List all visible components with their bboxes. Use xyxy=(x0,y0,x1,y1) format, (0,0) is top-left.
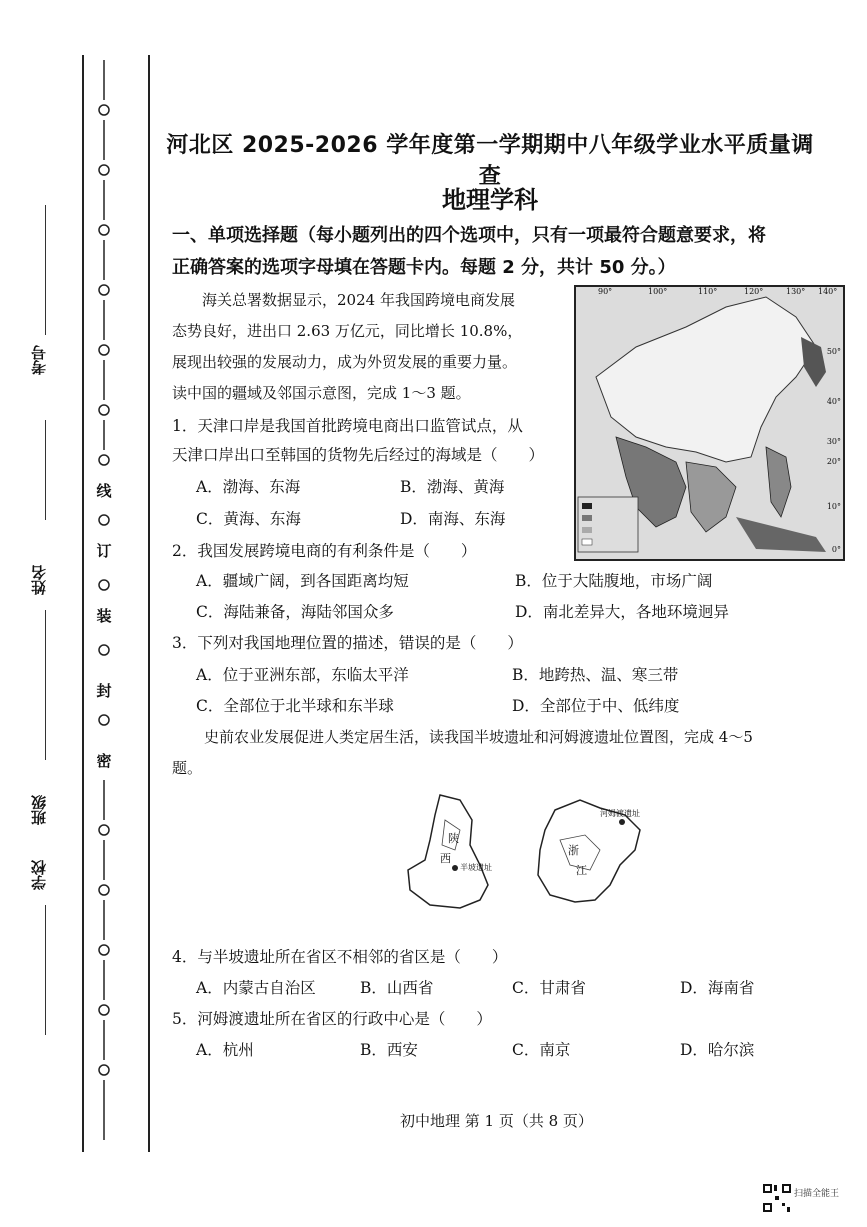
question-5-option-c[interactable]: C．南京 xyxy=(512,1041,571,1059)
china-territory-map xyxy=(574,285,845,561)
map1-lon-label: 120° xyxy=(744,287,764,296)
section-heading-line2: 正确答案的选项字母填在答题卡内。每题 2 分，共计 50 分。） xyxy=(172,257,676,278)
question-1-stem-line2: 天津口岸出口至韩国的货物先后经过的海域是（ ） xyxy=(172,446,545,464)
intro1-paragraph xyxy=(172,285,567,409)
map2-label-xi: 西 xyxy=(440,852,451,865)
question-2-option-c[interactable]: C．海陆兼备，海陆邻国众多 xyxy=(196,603,394,621)
question-5-option-d[interactable]: D．哈尔滨 xyxy=(680,1041,755,1059)
question-2-option-d[interactable]: D．南北差异大，各地环境迥异 xyxy=(515,603,729,621)
seal-char-xian: 线 xyxy=(96,482,112,500)
question-3-option-a[interactable]: A．位于亚洲东部，东临太平洋 xyxy=(196,666,409,684)
map1-lat-label: 30° xyxy=(826,437,841,446)
question-5-option-b[interactable]: B．西安 xyxy=(360,1041,418,1059)
school-label: 学校 xyxy=(30,860,48,890)
question-3-option-c[interactable]: C．全部位于北半球和东半球 xyxy=(196,697,394,715)
binding-line-left xyxy=(82,55,84,1152)
question-2-option-a[interactable]: A．疆域广阔，到各国距离均短 xyxy=(196,572,409,590)
question-5-stem: 5．河姆渡遗址所在省区的行政中心是（ ） xyxy=(172,1010,492,1028)
section-heading xyxy=(172,220,832,284)
intro1-line: 展现出较强的发展动力，成为外贸发展的重要力量。 xyxy=(172,353,518,371)
intro1-line: 海关总署数据显示，2024 年我国跨境电商发展 xyxy=(202,291,515,309)
map2-label-jiang: 江 xyxy=(576,864,587,877)
question-2-option-b[interactable]: B．位于大陆腹地，市场广阔 xyxy=(515,572,713,590)
map1-lon-label: 130° xyxy=(786,287,806,296)
map1-lon-label: 90° xyxy=(598,287,613,296)
seal-char-zhuang: 装 xyxy=(96,607,112,625)
map1-lon-label: 100° xyxy=(648,287,668,296)
question-1-option-c[interactable]: C．黄海、东海 xyxy=(196,510,301,528)
scanner-brand-watermark: 扫描全能王 xyxy=(794,1189,840,1199)
exam-number-fill-line-lower[interactable] xyxy=(45,420,46,520)
exam-title: 河北区 2025-2026 学年度第一学期期中八年级学业水平质量调查 xyxy=(166,133,814,189)
map2-label-hemudu: 河姆渡遗址 xyxy=(600,809,640,818)
map1-lat-label: 40° xyxy=(826,397,841,406)
question-4-option-a[interactable]: A．内蒙古自治区 xyxy=(196,979,316,997)
page-footer: 初中地理 第 1 页（共 8 页） xyxy=(400,1112,593,1130)
intro1-line: 读中国的疆域及邻国示意图，完成 1～3 题。 xyxy=(172,384,471,402)
seal-dashes xyxy=(93,60,115,1160)
question-3-option-d[interactable]: D．全部位于中、低纬度 xyxy=(512,697,680,715)
seal-char-mi: 密 xyxy=(96,752,112,770)
question-4-stem: 4．与半坡遗址所在省区不相邻的省区是（ ） xyxy=(172,948,508,966)
section-heading-line1: 一、单项选择题（每小题列出的四个选项中，只有一项最符合题意要求，将 xyxy=(172,225,766,246)
map1-lon-label: 140° xyxy=(818,287,838,296)
question-1-option-a[interactable]: A．渤海、东海 xyxy=(196,478,301,496)
question-4-option-d[interactable]: D．海南省 xyxy=(680,979,755,997)
intro1-line: 态势良好，进出口 2.63 万亿元，同比增长 10.8%， xyxy=(172,322,523,340)
map1-lon-label: 110° xyxy=(698,287,718,296)
subject-title: 地理学科 xyxy=(442,186,538,214)
map1-lat-label: 20° xyxy=(826,457,841,466)
question-2-stem: 2．我国发展跨境电商的有利条件是（ ） xyxy=(172,542,477,560)
question-1-option-b[interactable]: B．渤海、黄海 xyxy=(400,478,505,496)
exam-number-label: 考号 xyxy=(30,345,48,375)
qr-code-icon xyxy=(762,1183,792,1213)
name-label: 姓名 xyxy=(30,565,48,595)
question-3-option-b[interactable]: B．地跨热、温、寒三带 xyxy=(512,666,679,684)
intro2-line2: 题。 xyxy=(172,759,203,777)
map1-lat-label: 0° xyxy=(831,545,841,554)
name-fill-line[interactable] xyxy=(45,610,46,760)
question-1-stem-line1: 1．天津口岸是我国首批跨境电商出口监管试点，从 xyxy=(172,417,523,435)
school-fill-line[interactable] xyxy=(45,905,46,1035)
map1-lat-label: 50° xyxy=(826,347,841,356)
archaeological-sites-map xyxy=(400,790,690,920)
question-1-option-d[interactable]: D．南海、东海 xyxy=(400,510,506,528)
question-3-stem: 3．下列对我国地理位置的描述，错误的是（ ） xyxy=(172,634,523,652)
map1-lat-label: 10° xyxy=(826,502,841,511)
map2-label-shaan: 陕 xyxy=(448,832,459,845)
question-5-option-a[interactable]: A．杭州 xyxy=(196,1041,254,1059)
question-4-option-c[interactable]: C．甘肃省 xyxy=(512,979,586,997)
map2-label-zhe: 浙 xyxy=(568,844,579,857)
intro2-line1: 史前农业发展促进人类定居生活，读我国半坡遗址和河姆渡遗址位置图，完成 4～5 xyxy=(204,728,753,746)
exam-number-fill-line[interactable] xyxy=(45,205,46,335)
question-4-option-b[interactable]: B．山西省 xyxy=(360,979,434,997)
class-label: 班级 xyxy=(30,795,48,825)
intro2-paragraph xyxy=(172,722,832,784)
binding-line-right xyxy=(148,55,150,1152)
seal-char-ding: 订 xyxy=(96,542,112,560)
seal-column xyxy=(93,60,115,1160)
map2-label-banpo: 半坡遗址 xyxy=(460,863,492,872)
seal-char-feng: 封 xyxy=(96,682,112,700)
